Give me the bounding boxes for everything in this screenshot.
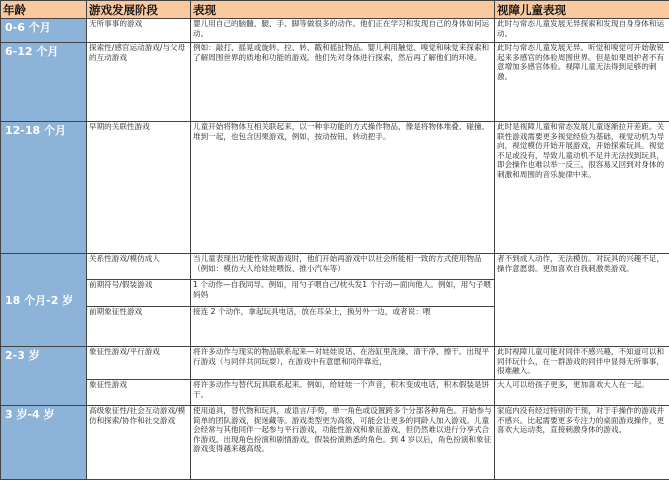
visual-cell: 家庭内没有经过特别的干预，对于手操作的游戏并不感兴。比起需要更多专注力的桌面游戏操作，更喜欢大运动类，直接刺激身体的游戏。 xyxy=(495,406,669,480)
stage-cell: 象征性游戏 xyxy=(87,380,191,406)
visual-cell: 此时与常态儿童发展无异探索和发现自身身体和运动。 xyxy=(495,19,669,43)
performance-cell: 将许多动作与现实的物品联系起来—对娃娃说话、在浴缸里洗澡、清干净、擦干。出现平行游戏（与同伴共同玩耍），在游戏中有意愿和同伴靠近， xyxy=(191,347,495,380)
table-row xyxy=(1,380,669,406)
table-row xyxy=(1,254,669,280)
table-row xyxy=(1,347,669,380)
header-stage: 游戏发展阶段 xyxy=(87,1,191,19)
performance-cell: 例如：敲打、摇晃或旋转、拉、转、戳和摇扯物品。婴儿利用触觉、嗅觉和味觉来探索和了解周围世界的质地和功能的游戏。他们先对身体进行探索，然后再了解他们的环境。 xyxy=(191,43,495,122)
header-visually-impaired: 视障儿童表现 xyxy=(495,1,669,19)
visual-cell: 此时视障儿童可能对同伴不感兴趣，不知道可以和同伴玩什么，在一群游戏的同伴中显得无所事事，很难融入。 xyxy=(495,347,669,380)
table-header-row xyxy=(1,1,669,19)
performance-cell: 接连 2 个动作，拿起玩具电话，放在耳朵上，换另外一边，或者说：喂 xyxy=(191,307,495,347)
performance-cell: 儿童开始将物体互相关联起来，以一种非功能的方式操作物品，像是将物体堆叠、碰撞、堆到一起，也包含因果游戏，例如，按动按钮、转动把手。 xyxy=(191,122,495,254)
header-age: 年龄 xyxy=(1,1,87,19)
performance-cell: 将许多动作与替代玩具联系起来。例如，给娃娃一个声音，积木变成电话，积木假装是饼干。 xyxy=(191,380,495,406)
visual-cell: 此时与常态儿童发展无异。听觉和嗅觉可开始敏锐起来多感官的体验周围世界。但是如果周护者不有意增加多感官体验。视障儿童无法得到足够的刺激。 xyxy=(495,43,669,122)
visual-cell: 此时是视障儿童和常态发展儿童逐渐拉开差距。关联性游戏需要更多视觉经验为基础，视觉动机为导向，视觉模仿开始开展游戏，开始探索玩具。视觉不足或没有，导致儿童动机不足并无法找到玩具，即会操作也难以举一反三。很容易又回到对身体的刺激和周围的音乐旋律中来。 xyxy=(495,122,669,254)
stage-cell: 象征性游戏/平行游戏 xyxy=(87,347,191,380)
stage-cell: 早期的关联性游戏 xyxy=(87,122,191,254)
stage-cell: 前期符号/假装游戏 xyxy=(87,280,191,307)
table-row xyxy=(1,406,669,480)
age-cell: 18 个月-2 岁 xyxy=(1,254,87,347)
visual-cell: 大人可以给孩子更多，更加喜欢大人在一起。 xyxy=(495,380,669,406)
age-cell: 2-3 岁 xyxy=(1,347,87,406)
stage-cell: 无所事事的游戏 xyxy=(87,19,191,43)
stage-cell: 高级象征性/社会互动游戏/模仿和探索/协作和社交游戏 xyxy=(87,406,191,480)
performance-cell: 婴儿用自己的脑髓、腿、手、脚等做很多的动作。他们正在学习和发现自己的身体如何运动。 xyxy=(191,19,495,43)
header-performance: 表现 xyxy=(191,1,495,19)
age-cell: 12-18 个月 xyxy=(1,122,87,254)
stage-cell: 探索性/感官运动游戏/与父母的互动游戏 xyxy=(87,43,191,122)
age-cell: 0-6 个月 xyxy=(1,19,87,43)
table-row xyxy=(1,122,669,254)
table-row xyxy=(1,19,669,43)
age-cell: 3 岁-4 岁 xyxy=(1,406,87,480)
performance-cell: 当儿童表现出功能性常规游戏时，他们开始再游戏中以社会所能相一致的方式使用物品（例如：模仿大人给娃娃喂饭、推小汽车等） xyxy=(191,254,495,280)
age-cell: 6-12 个月 xyxy=(1,43,87,122)
visual-cell: 者不到成人动作，无法模仿。对玩具的兴趣不足，操作意愿弱。更加喜欢自我刺激类游戏。 xyxy=(495,254,669,347)
performance-cell: 1 个动作—自我同导。例如，用勺子喂自己/枕头发1 个行动—面向他人。例如，用勺子喂妈妈 xyxy=(191,280,495,307)
stage-cell: 前期象征性游戏 xyxy=(87,307,191,347)
stage-cell: 关系性游戏/模仿成人 xyxy=(87,254,191,280)
table-row xyxy=(1,43,669,122)
performance-cell: 使用道具，替代物和玩具，或语言/手势，单一角色或设置跨多个分部各种角色。开始参与简单的团队游戏，捉迷藏等。游戏类型更为高级，可能会让更多的同龄人加入游戏。儿童会经常与其他同伴一起参与平行游戏，功能性游戏和象征游戏，但仍然难以进行分享式合作游戏。出现角色扮演和剧情游戏，假装扮演熟悉的角色。到 4 岁以后，角色扮演和象征游戏变得越来越高级。 xyxy=(191,406,495,480)
